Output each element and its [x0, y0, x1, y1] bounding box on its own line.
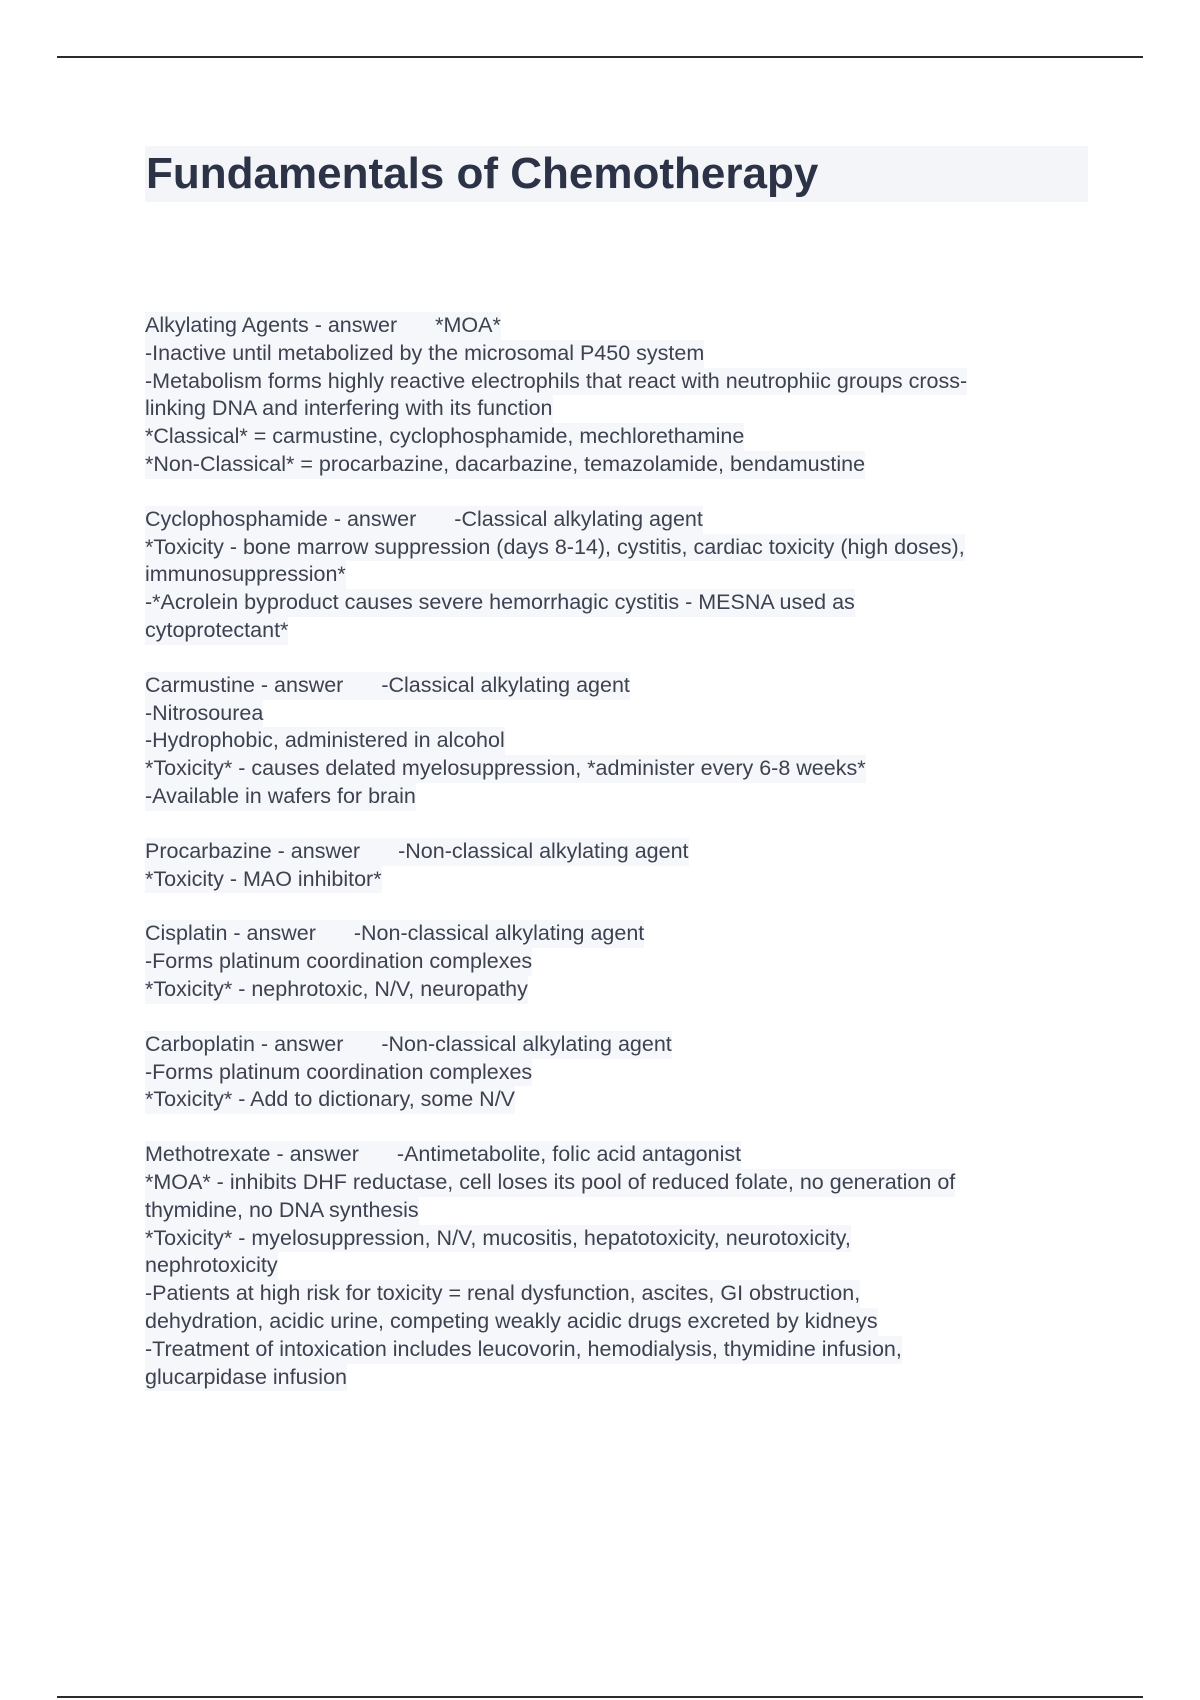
- entry-term: Carboplatin - answer: [145, 1031, 344, 1056]
- entry-answer-line: -Patients at high risk for toxicity = renal dysfunction, ascites, GI obstruction,: [145, 1280, 860, 1308]
- entry-answer-line: glucarpidase infusion: [145, 1364, 347, 1392]
- entry-answer-line: -Metabolism forms highly reactive electrophils that react with neutrophiic groups cross-: [145, 368, 967, 396]
- entry-answer-line: -Hydrophobic, administered in alcohol: [145, 727, 505, 755]
- flashcard-entry: [145, 1141, 1075, 1391]
- entry-answer-line: cytoprotectant*: [145, 617, 288, 645]
- flashcard-entry: [145, 1031, 1075, 1114]
- entry-heading-line: [145, 506, 703, 534]
- entry-answer-line: -Forms platinum coordination complexes: [145, 948, 532, 976]
- entry-heading-line: [145, 838, 689, 866]
- entry-heading-line: [145, 672, 630, 700]
- flashcard-entry: [145, 506, 1075, 645]
- entry-answer-first: *MOA*: [435, 313, 501, 337]
- entry-answer-line: thymidine, no DNA synthesis: [145, 1197, 419, 1225]
- entry-term: Alkylating Agents - answer: [145, 313, 398, 337]
- entry-answer-line: *Toxicity* - Add to dictionary, some N/V: [145, 1086, 515, 1114]
- entry-answer-first: -Non-classical alkylating agent: [398, 838, 689, 863]
- entry-answer-first: -Antimetabolite, folic acid antagonist: [396, 1142, 742, 1167]
- entry-term: Carmustine - answer: [145, 672, 344, 697]
- entry-heading-line: [145, 312, 501, 340]
- entry-answer-line: dehydration, acidic urine, competing weakly acidic drugs excreted by kidneys: [145, 1308, 878, 1336]
- page-title: Fundamentals of Chemotherapy: [146, 149, 819, 198]
- entry-heading-line: [145, 1031, 672, 1059]
- entry-answer-line: *Non-Classical* = procarbazine, dacarbazine, temazolamide, bendamustine: [145, 451, 865, 479]
- entry-answer-line: -Treatment of intoxication includes leucovorin, hemodialysis, thymidine infusion,: [145, 1336, 902, 1364]
- entry-heading-line: [145, 920, 644, 948]
- entry-answer-line: -Forms platinum coordination complexes: [145, 1059, 532, 1087]
- entry-term: Cyclophosphamide - answer: [145, 506, 417, 531]
- entry-answer-line: *Toxicity - MAO inhibitor*: [145, 866, 382, 894]
- flashcard-entry: [145, 672, 1075, 811]
- entry-answer-line: -Inactive until metabolized by the microsomal P450 system: [145, 340, 704, 368]
- entry-answer-first: -Non-classical alkylating agent: [353, 921, 645, 946]
- header-rule: [57, 56, 1143, 58]
- flashcard-entry: [145, 838, 1075, 894]
- flashcard-list: [145, 312, 1075, 1418]
- entry-answer-line: linking DNA and interfering with its function: [145, 395, 553, 423]
- entry-term: Cisplatin - answer: [145, 921, 316, 946]
- entry-term: Methotrexate - answer: [145, 1142, 359, 1167]
- entry-heading-line: [145, 1141, 741, 1169]
- entry-answer-first: -Classical alkylating agent: [454, 506, 703, 531]
- flashcard-entry: [145, 920, 1075, 1003]
- entry-answer-line: -Nitrosourea: [145, 700, 263, 728]
- footer-rule: [57, 1696, 1143, 1698]
- entry-term: Procarbazine - answer: [145, 838, 361, 863]
- entry-answer-line: *MOA* - inhibits DHF reductase, cell loses its pool of reduced folate, no generation of: [145, 1169, 955, 1197]
- entry-answer-line: *Toxicity - bone marrow suppression (days 8-14), cystitis, cardiac toxicity (high doses),: [145, 534, 965, 562]
- entry-answer-line: *Toxicity* - myelosuppression, N/V, mucositis, hepatotoxicity, neurotoxicity,: [145, 1225, 851, 1253]
- entry-answer-line: *Classical* = carmustine, cyclophosphamide, mechlorethamine: [145, 423, 744, 451]
- entry-answer-first: -Classical alkylating agent: [381, 672, 630, 697]
- entry-answer-line: *Toxicity* - causes delated myelosuppression, *administer every 6-8 weeks*: [145, 755, 866, 783]
- entry-answer-line: immunosuppression*: [145, 561, 346, 589]
- flashcard-entry: [145, 312, 1075, 479]
- entry-answer-line: *Toxicity* - nephrotoxic, N/V, neuropathy: [145, 976, 528, 1004]
- entry-answer-line: nephrotoxicity: [145, 1252, 278, 1280]
- entry-answer-line: -Available in wafers for brain: [145, 783, 416, 811]
- entry-answer-first: -Non-classical alkylating agent: [381, 1031, 672, 1056]
- entry-answer-line: -*Acrolein byproduct causes severe hemorrhagic cystitis - MESNA used as: [145, 589, 855, 617]
